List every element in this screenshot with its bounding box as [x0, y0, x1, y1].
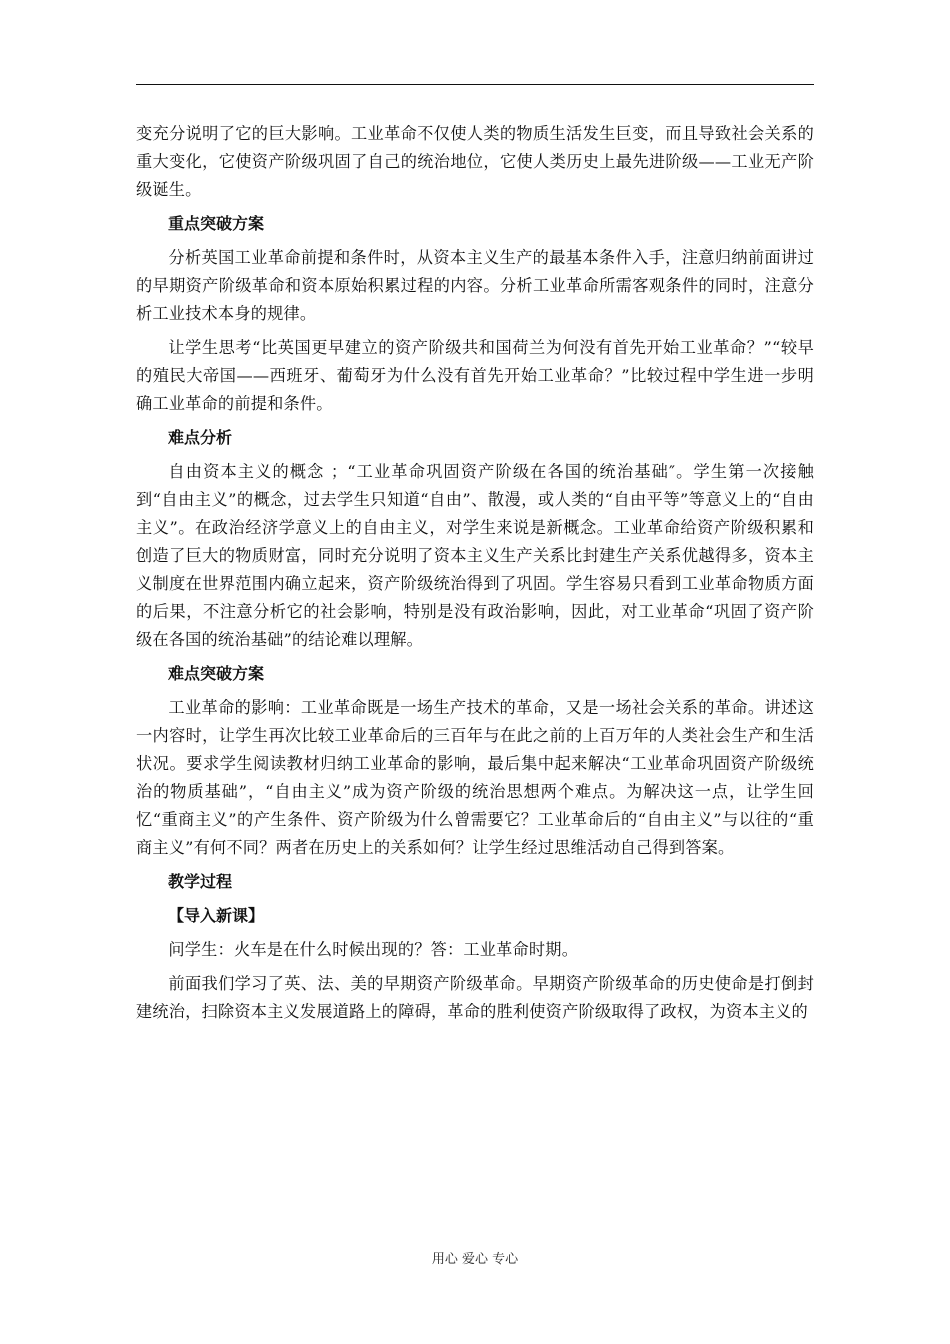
section-heading: 教学过程: [168, 872, 233, 891]
paragraph: 分析英国工业革命前提和条件时，从资本主义生产的最基本条件入手，注意归纳前面讲过的早期资产阶级革命和资本原始积累过程的内容。分析工业革命所需客观条件的同时，注意分析工业技术本身的规律。: [136, 248, 814, 323]
header-rule: [136, 84, 814, 85]
paragraph: 前面我们学习了英、法、美的早期资产阶级革命。早期资产阶级革命的历史使命是打倒封建统治，扫除资本主义发展道路上的障碍，革命的胜利使资产阶级取得了政权，为资本主义的: [136, 974, 814, 1021]
section-heading: 难点分析: [168, 428, 233, 447]
section-heading: 重点突破方案: [168, 214, 265, 233]
paragraph: 变充分说明了它的巨大影响。工业革命不仅使人类的物质生活发生巨变，而且导致社会关系的重大变化，它使资产阶级巩固了自己的统治地位，它使人类历史上最先进阶级——工业无产阶级诞生。: [136, 124, 814, 199]
section-heading: 难点突破方案: [168, 664, 265, 683]
paragraph: 自由资本主义的概念 ；“工业革命巩固资产阶级在各国的统治基础″。学生第一次接触到“自由主义”的概念，过去学生只知道“自由”、散漫，或人类的“自由平等”等意义上的“自由主义”。在政治经济学意义上的自由主义，对学生来说是新概念。工业革命给资产阶级积累和创造了巨大的物质财富，同时充分说明了资本主义生产关系比封建生产关系优越得多，资本主义制度在世界范围内确立起来，资产阶级统治得到了巩固。学生容易只看到工业革命物质方面的后果，不注意分析它的社会影响，特别是没有政治影响，因此，对工业革命“巩固了资产阶级在各国的统治基础”的结论难以理解。: [136, 462, 814, 649]
paragraph: 问学生：火车是在什么时候出现的？答：工业革命时期。: [168, 940, 579, 959]
section-heading: 【导入新课】: [168, 906, 265, 925]
paragraph: 工业革命的影响：工业革命既是一场生产技术的革命，又是一场社会关系的革命。讲述这一内容时，让学生再次比较工业革命后的三百年与在此之前的上百万年的人类社会生产和生活状况。要求学生阅读教材归纳工业革命的影响，最后集中起来解决“工业革命巩固资产阶级统治的物质基础”，“自由主义”成为资产阶级的统治思想两个难点。为解决这一点，让学生回忆“重商主义”的产生条件、资产阶级为什么曾需要它？工业革命后的“自由主义”与以往的“重商主义”有何不同？两者在历史上的关系如何？让学生经过思维活动自己得到答案。: [136, 698, 814, 857]
page-footer: 用心 爱心 专心: [431, 1252, 519, 1267]
paragraph: 让学生思考“比英国更早建立的资产阶级共和国荷兰为何没有首先开始工业革命？”“较早的殖民大帝国——西班牙、葡萄牙为什么没有首先开始工业革命？”比较过程中学生进一步明确工业革命的前提和条件。: [136, 338, 814, 413]
document-body: [136, 120, 814, 1032]
